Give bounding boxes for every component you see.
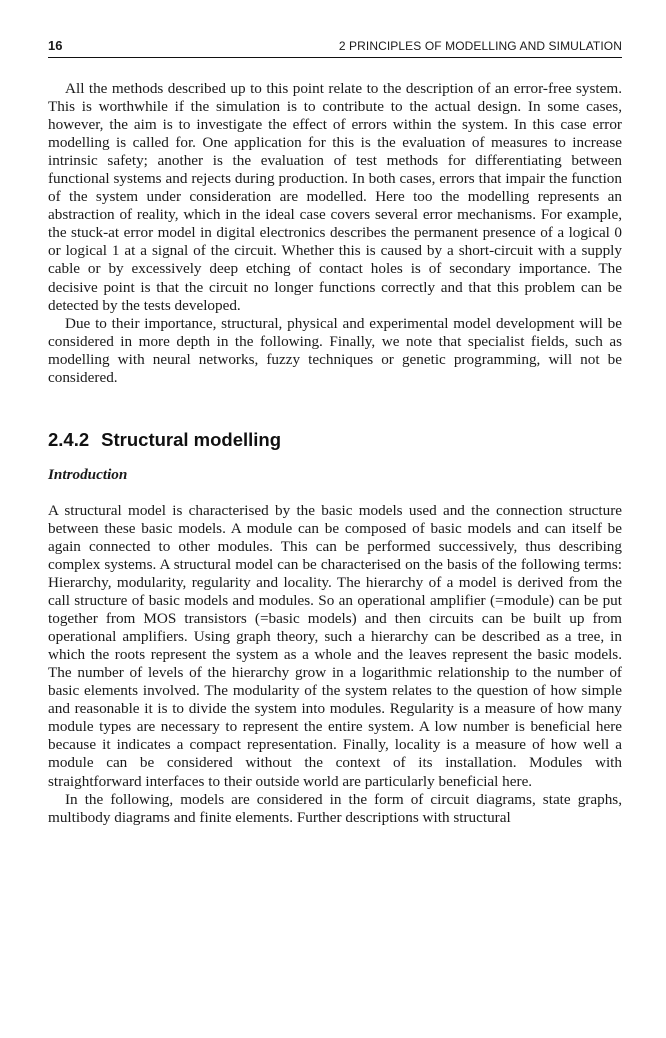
section-heading — [48, 428, 622, 452]
chapter-title: 2 PRINCIPLES OF MODELLING AND SIMULATION — [338, 39, 622, 53]
paragraph-model-development: Due to their importance, structural, physical and experimental model development will be considered in more depth in the following. Finally, we note that specialist fields, such as modelling with neural networks, fuzzy techniques or genetic programming, will not be considered. — [48, 314, 622, 386]
intro-text — [48, 80, 622, 387]
book-page — [48, 38, 622, 827]
section-text — [48, 502, 622, 827]
paragraph-model-forms: In the following, models are considered in the form of circuit diagrams, state graphs, multibody diagrams and finite elements. Further descriptions with structural — [48, 790, 622, 826]
paragraph-error-modelling: All the methods described up to this point relate to the description of an error-free system. This is worthwhile if the simulation is to contribute to the actual design. In some cases, however, the aim is to investigate the effect of errors within the system. In this case error modelling is called for. One application for this is the evaluation of measures to increase intrinsic safety; another is the evaluation of test methods for differentiating between functional systems and rejects during production. In both cases, errors that impair the function of the system under consideration are modelled. Here too the modelling represents an abstraction of reality, which in the ideal case covers several error mechanisms. For example, the stuck-at error model in digital electronics describes the permanent presence of a logical 0 or logical 1 at a signal of the circuit. Whether this is caused by a short-circuit with a supply cable or by excessively deep etching of contact holes is of secondary importance. The decisive point is that the circuit no longer functions correctly and that this problem can be detected by the tests developed. — [48, 80, 622, 314]
page-number: 16 — [48, 38, 63, 53]
running-head — [48, 38, 622, 58]
section-title: Structural modelling — [101, 428, 282, 450]
section-number: 2.4.2 — [48, 428, 90, 450]
paragraph-structural-model: A structural model is characterised by the basic models used and the connection structure between these basic models. A module can be composed of basic models and can itself be again connected to other modules. This can be performed successively, thus describing complex systems. A structural model can be characterised on the basis of the following terms: Hierarchy, modularity, regularity and locality. The hierarchy of a model is derived from the call structure of basic models and modules. So an operational amplifier (=module) can be put together from MOS transistors (=basic models) and then circuits can be built up from operational amplifiers. Using graph theory, such a hierarchy can be described as a tree, in which the roots represent the system as a whole and the leaves represent the basic models. The number of levels of the hierarchy grow in a logarithmic relationship to the number of basic elements involved. The modularity of the system relates to the question of how simple and reasonable it is to divide the system into modules. Regularity is a measure of how many module types are necessary to represent the entire system. A low number is beneficial here because it indicates a compact representation. Finally, locality is a measure of how well a module can be considered without the context of its installation. Modules with straightforward interfaces to their outside world are particularly beneficial here. — [48, 501, 622, 790]
subheading-introduction: Introduction — [48, 465, 128, 483]
